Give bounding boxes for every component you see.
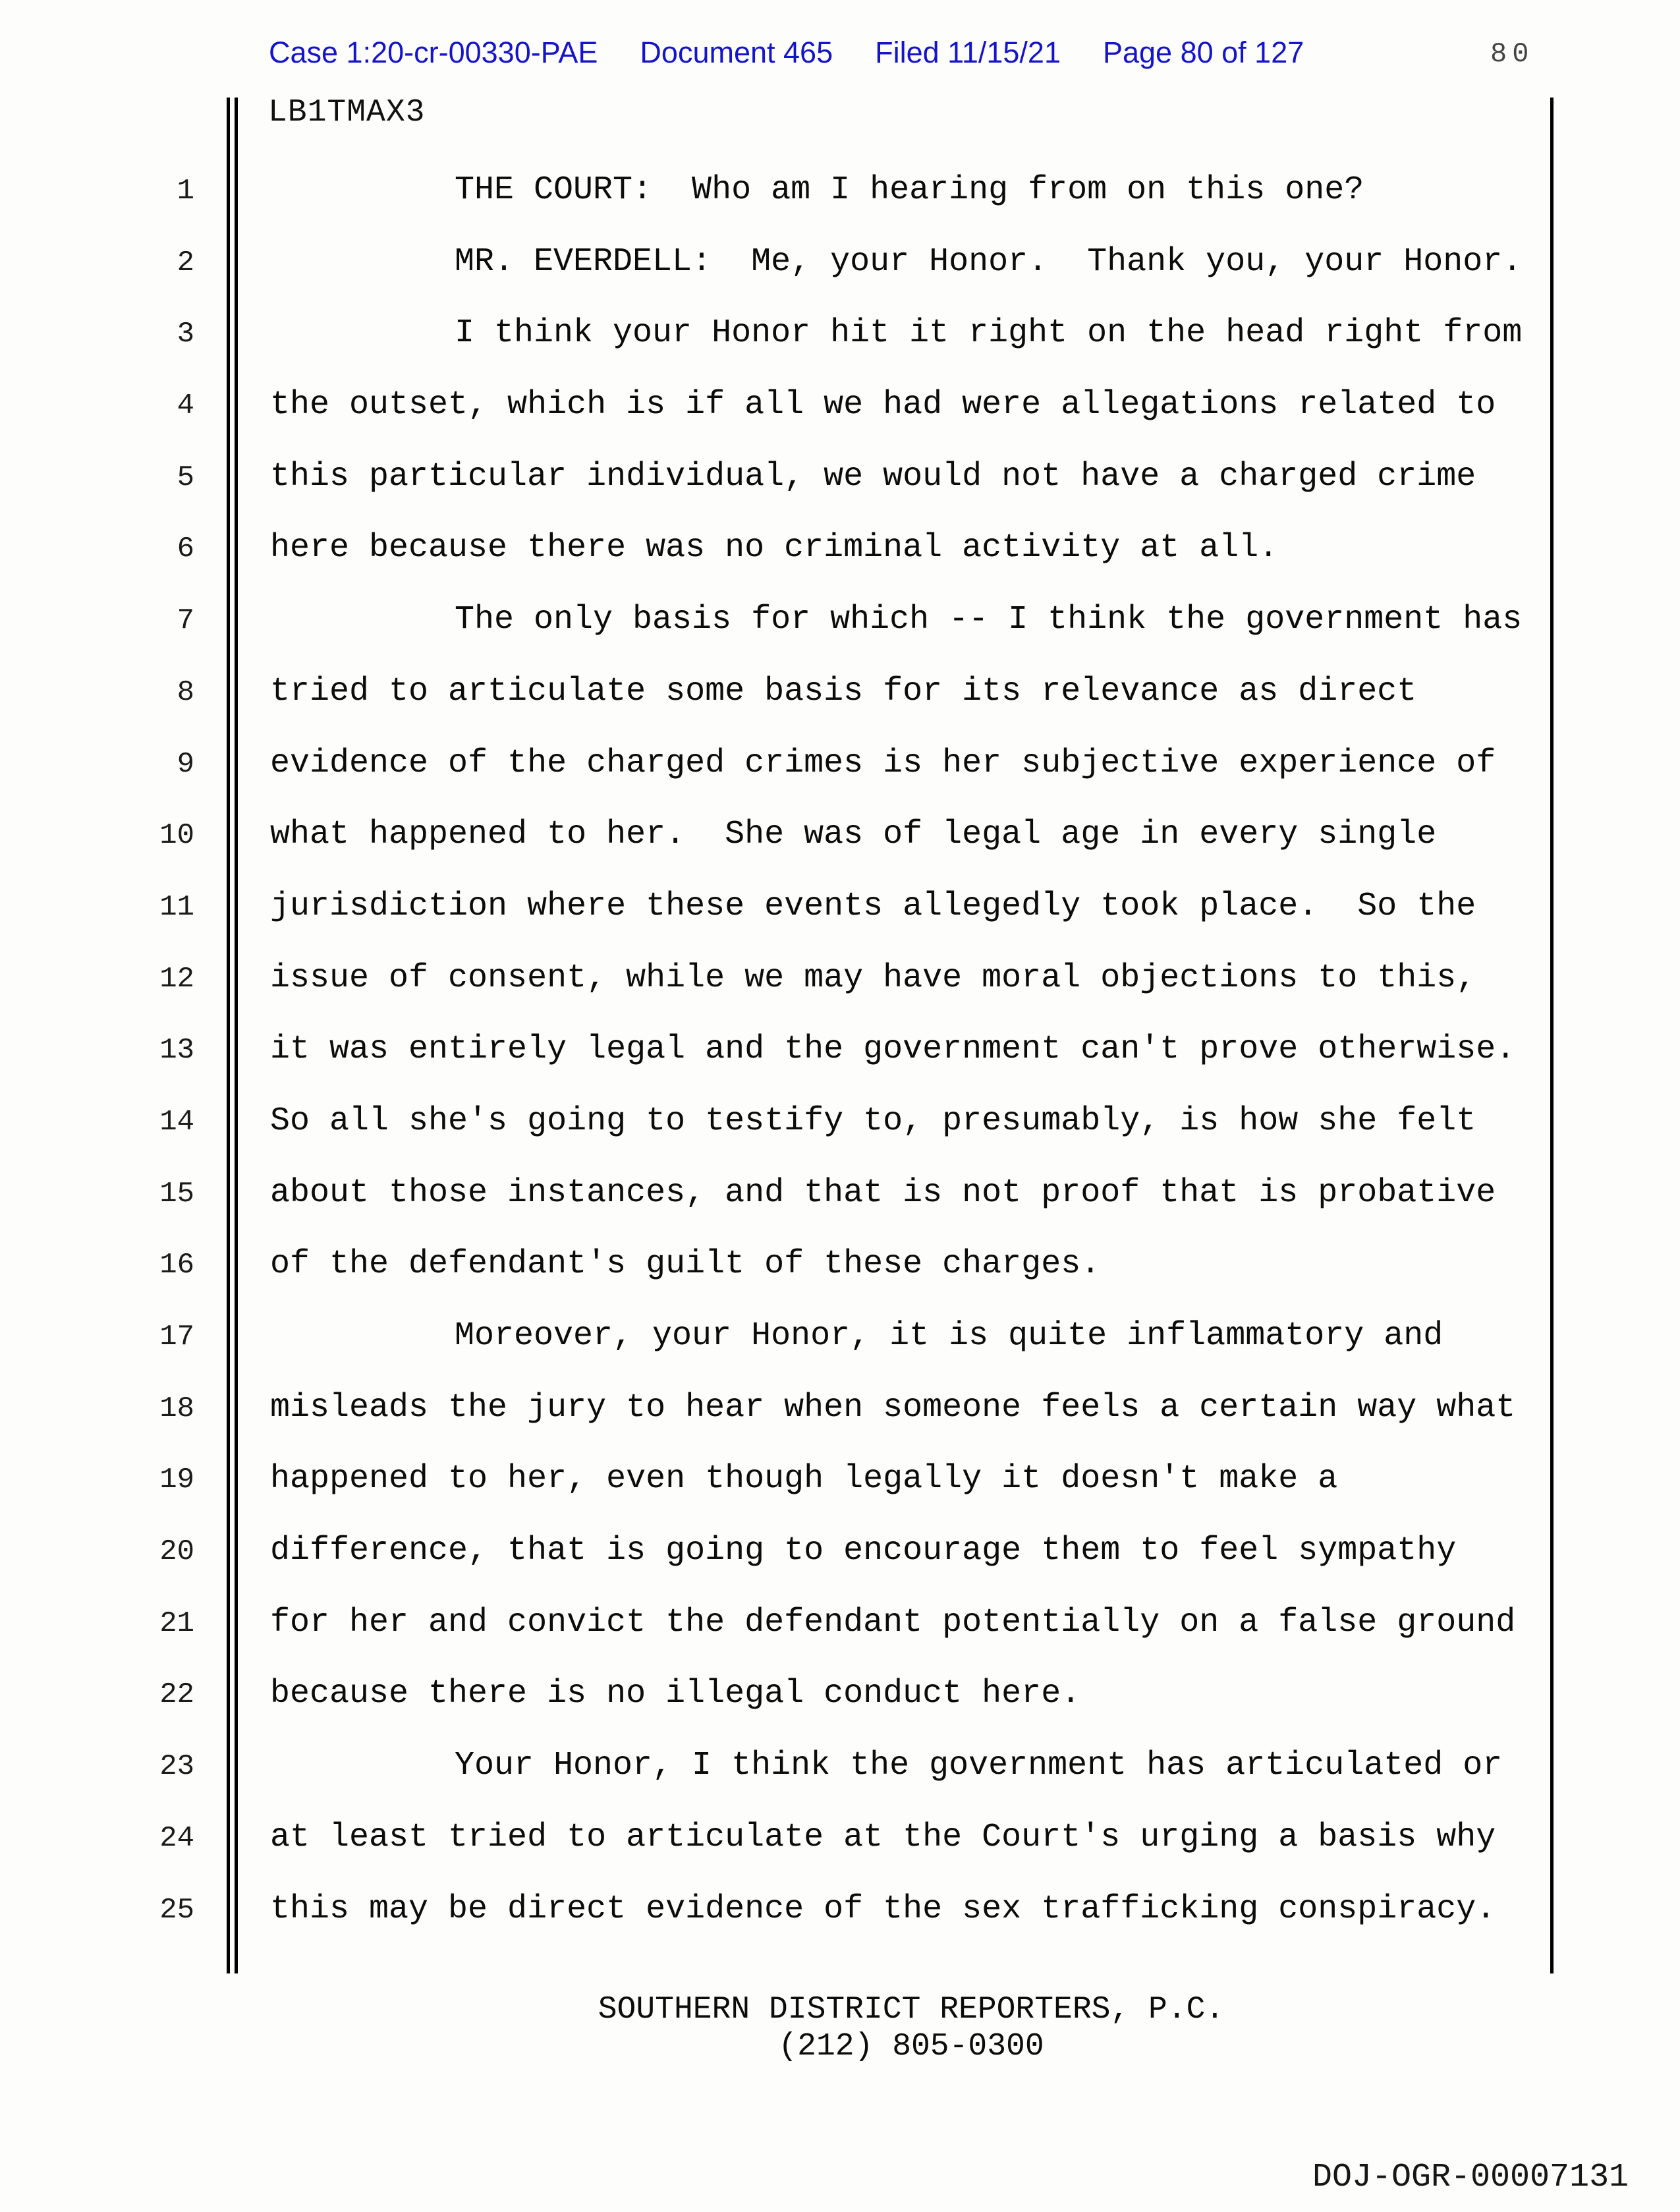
transcript-line-text: misleads the jury to hear when someone feels a certain way what xyxy=(270,1388,1516,1427)
transcript-line xyxy=(0,1444,1552,1516)
reporter-footer xyxy=(270,1991,1552,2065)
transcript-line xyxy=(0,871,1552,943)
transcript-line xyxy=(0,227,1552,298)
transcript-body xyxy=(0,155,1552,1945)
transcript-line-text: The only basis for which -- I think the government has xyxy=(455,601,1523,639)
transcript-line-number: 12 xyxy=(159,962,194,996)
transcript-line-text: it was entirely legal and the government can't prove otherwise. xyxy=(270,1031,1516,1069)
transcript-line-number: 8 xyxy=(177,675,194,709)
transcript-line xyxy=(0,1587,1552,1659)
transcript-line-text: issue of consent, while we may have moral objections to this, xyxy=(270,959,1476,997)
transcript-line-text: MR. EVERDELL: Me, your Honor. Thank you, your Honor. xyxy=(455,242,1523,281)
transcript-line xyxy=(0,1158,1552,1230)
transcript-line-number: 23 xyxy=(159,1750,194,1784)
transcript-line-number: 22 xyxy=(159,1678,194,1712)
transcript-session-id: LB1TMAX3 xyxy=(268,95,426,130)
transcript-line xyxy=(0,656,1552,728)
transcript-line-number: 1 xyxy=(177,175,194,208)
transcript-line xyxy=(0,1659,1552,1730)
transcript-line xyxy=(0,513,1552,584)
transcript-line-number: 15 xyxy=(159,1177,194,1210)
transcript-line-number: 16 xyxy=(159,1249,194,1282)
transcript-line-text: what happened to her. She was of legal age in every single xyxy=(270,816,1437,854)
case-number: Case 1:20-cr-00330-PAE xyxy=(269,36,598,69)
transcript-line xyxy=(0,1373,1552,1444)
transcript-line xyxy=(0,1086,1552,1158)
transcript-line-text: jurisdiction where these events allegedly took place. So the xyxy=(270,887,1476,925)
filed-date: Filed 11/15/21 xyxy=(875,36,1061,69)
transcript-line-number: 10 xyxy=(159,819,194,853)
transcript-line-number: 2 xyxy=(177,246,194,279)
transcript-line xyxy=(0,728,1552,800)
transcript-line-number: 3 xyxy=(177,318,194,351)
transcript-line-number: 20 xyxy=(159,1535,194,1569)
transcript-line-number: 4 xyxy=(177,389,194,423)
reporter-firm: SOUTHERN DISTRICT REPORTERS, P.C. xyxy=(598,1992,1225,2028)
transcript-line-text: happened to her, even though legally it doesn't make a xyxy=(270,1460,1338,1498)
transcript-line-number: 13 xyxy=(159,1034,194,1067)
transcript-line xyxy=(0,799,1552,871)
transcript-line-text: Moreover, your Honor, it is quite inflammatory and xyxy=(455,1317,1443,1355)
transcript-line-text: So all she's going to testify to, presumably, is how she felt xyxy=(270,1102,1476,1140)
transcript-line xyxy=(0,298,1552,370)
transcript-line xyxy=(0,1802,1552,1874)
transcript-line-text: I think your Honor hit it right on the head right from xyxy=(455,314,1523,353)
transcript-line-text: for her and convict the defendant potentially on a false ground xyxy=(270,1603,1516,1641)
transcript-line xyxy=(0,155,1552,227)
transcript-line xyxy=(0,1014,1552,1086)
pacer-case-header xyxy=(269,36,1304,70)
transcript-line-number: 24 xyxy=(159,1821,194,1855)
transcript-line-text: Your Honor, I think the government has articulated or xyxy=(455,1747,1503,1785)
transcript-line xyxy=(0,1516,1552,1587)
transcript-line-number: 18 xyxy=(159,1392,194,1425)
transcript-line xyxy=(0,584,1552,656)
transcript-line-number: 9 xyxy=(177,747,194,781)
transcript-line-number: 21 xyxy=(159,1606,194,1640)
transcript-line-number: 17 xyxy=(159,1320,194,1353)
transcript-line xyxy=(0,1874,1552,1946)
transcript-line-number: 25 xyxy=(159,1893,194,1927)
transcript-line-number: 14 xyxy=(159,1105,194,1139)
transcript-line-text: THE COURT: Who am I hearing from on this one? xyxy=(455,171,1364,209)
transcript-line-number: 5 xyxy=(177,461,194,494)
page-of-pages: Page 80 of 127 xyxy=(1102,36,1304,69)
transcript-line-number: 7 xyxy=(177,604,194,638)
transcript-line xyxy=(0,1229,1552,1301)
transcript-line xyxy=(0,441,1552,513)
transcript-line-text: tried to articulate some basis for its relevance as direct xyxy=(270,672,1417,710)
transcript-line-text: the outset, which is if all we had were allegations related to xyxy=(270,386,1496,424)
transcript-line-text: at least tried to articulate at the Court's urging a basis why xyxy=(270,1818,1496,1856)
transcript-line-text: about those instances, and that is not proof that is probative xyxy=(270,1174,1496,1212)
transcript-line-number: 6 xyxy=(177,532,194,566)
transcript-line-number: 11 xyxy=(159,890,194,924)
transcript-line-text: here because there was no criminal activity at all. xyxy=(270,529,1279,567)
transcript-line-text: of the defendant's guilt of these charges. xyxy=(270,1245,1101,1284)
transcript-line-text: this may be direct evidence of the sex trafficking conspiracy. xyxy=(270,1890,1496,1928)
transcript-line xyxy=(0,943,1552,1015)
transcript-line xyxy=(0,1301,1552,1373)
transcript-line xyxy=(0,1730,1552,1802)
transcript-line-text: this particular individual, we would not have a charged crime xyxy=(270,457,1476,496)
transcript-line-text: evidence of the charged crimes is her subjective experience of xyxy=(270,744,1496,782)
transcript-page-number: 80 xyxy=(1490,38,1534,70)
bates-number: DOJ-OGR-00007131 xyxy=(1312,2159,1629,2196)
document-number: Document 465 xyxy=(640,36,833,69)
reporter-phone: (212) 805-0300 xyxy=(778,2029,1044,2064)
transcript-line-text: because there is no illegal conduct here. xyxy=(270,1675,1081,1713)
transcript-line-text: difference, that is going to encourage them to feel sympathy xyxy=(270,1532,1457,1570)
transcript-line xyxy=(0,370,1552,441)
transcript-line-number: 19 xyxy=(159,1463,194,1497)
